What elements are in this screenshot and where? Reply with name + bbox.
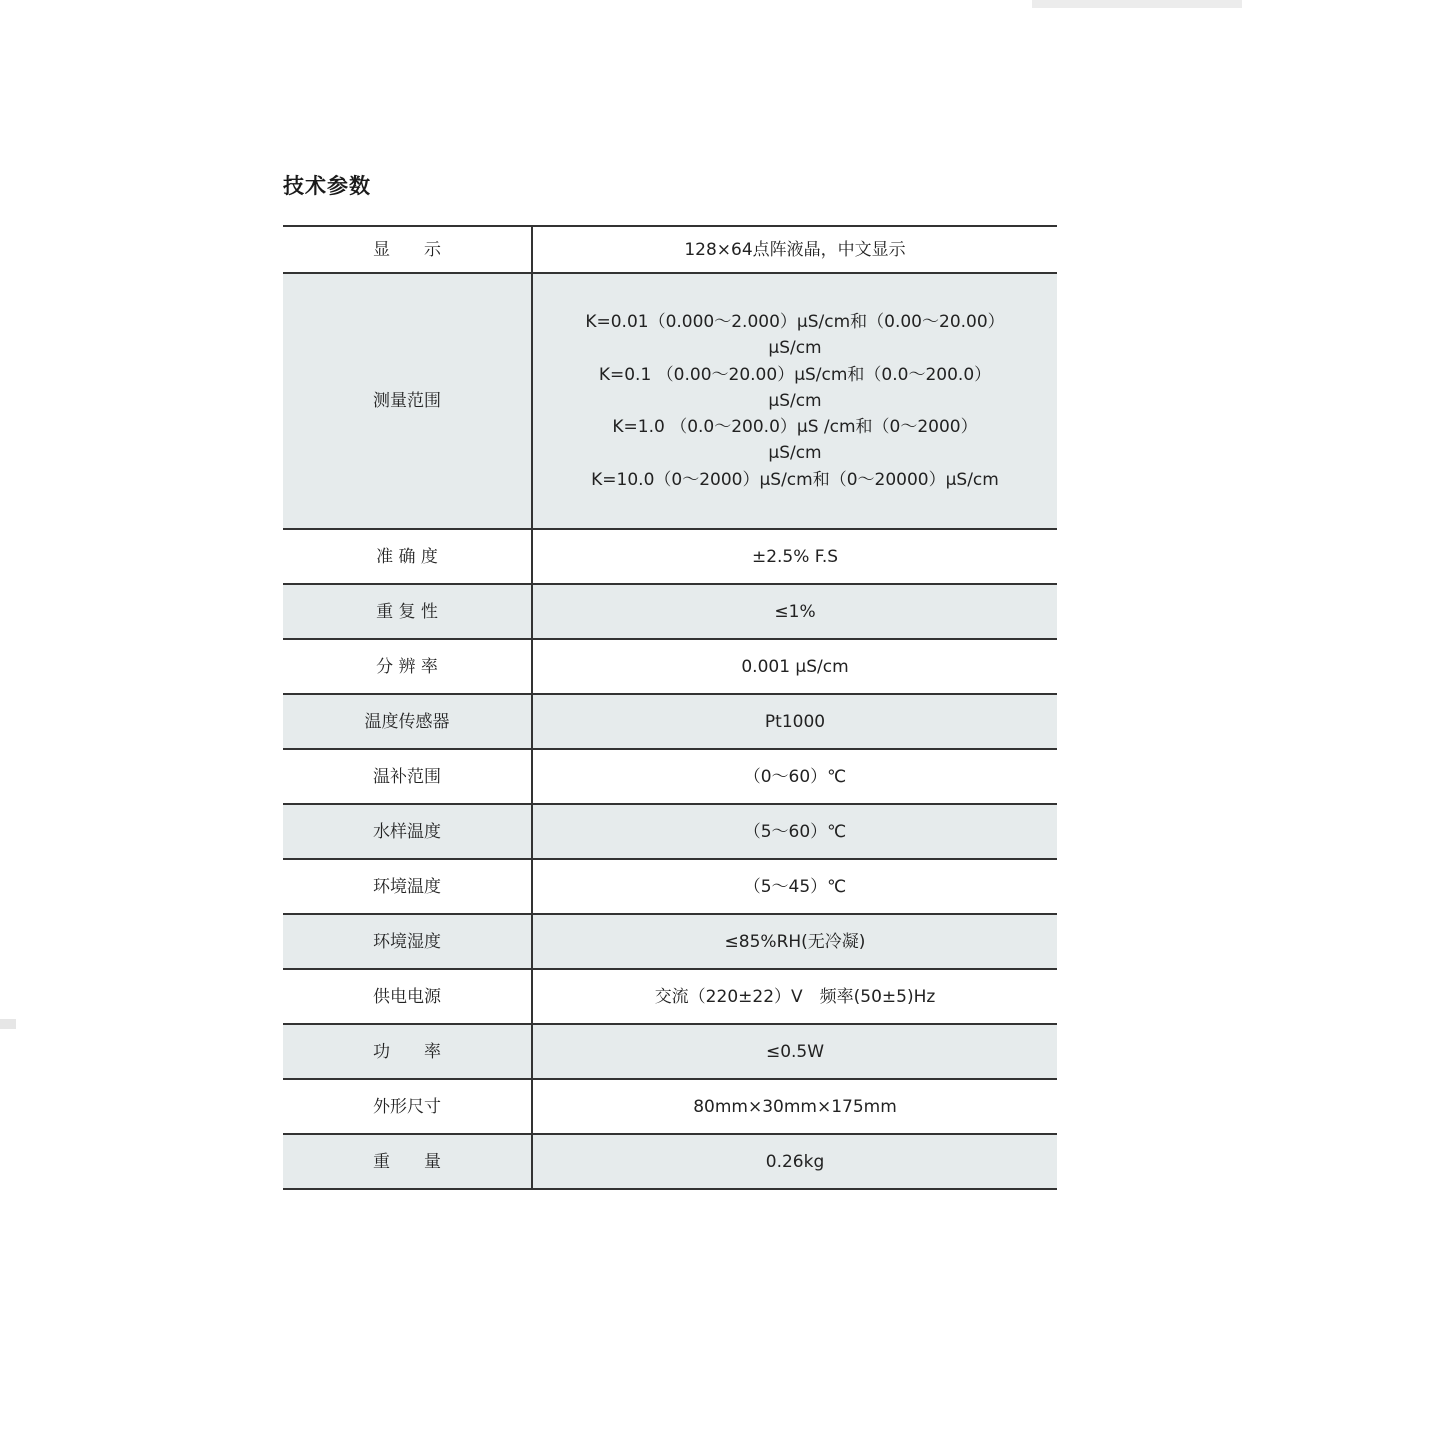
spec-row <box>283 226 1057 273</box>
spec-row <box>283 639 1057 694</box>
spec-value <box>532 804 1057 859</box>
spec-label: 温补范围 <box>283 749 532 804</box>
spec-value <box>532 273 1057 529</box>
spec-value-line: μS/cm <box>768 443 822 464</box>
spec-label: 外形尺寸 <box>283 1079 532 1134</box>
spec-row <box>283 584 1057 639</box>
spec-value-line: ≤85%RH(无冷凝) <box>724 931 866 952</box>
spec-value-line: （5～60）℃ <box>743 821 847 842</box>
spec-label: 分 辨 率 <box>283 639 532 694</box>
spec-value-line: 交流（220±22）V 频率(50±5)Hz <box>654 986 936 1007</box>
spec-label: 供电电源 <box>283 969 532 1024</box>
spec-value-line: K=0.1 （0.00～20.00）μS/cm和（0.0～200.0） <box>598 364 992 385</box>
spec-value-line: Pt1000 <box>764 711 826 732</box>
spec-label: 水样温度 <box>283 804 532 859</box>
spec-row <box>283 694 1057 749</box>
spec-value-line: ≤0.5W <box>765 1041 825 1062</box>
spec-row <box>283 859 1057 914</box>
spec-label: 重 复 性 <box>283 584 532 639</box>
spec-label: 环境温度 <box>283 859 532 914</box>
scan-artifact-left <box>0 1019 16 1029</box>
spec-value-line: （5～45）℃ <box>743 876 847 897</box>
spec-value-line: （0～60）℃ <box>743 766 847 787</box>
spec-label: 温度传感器 <box>283 694 532 749</box>
spec-value <box>532 749 1057 804</box>
spec-label: 功 率 <box>283 1024 532 1079</box>
spec-value <box>532 529 1057 584</box>
spec-row <box>283 1079 1057 1134</box>
spec-value-line: 128×64点阵液晶，中文显示 <box>684 239 906 260</box>
spec-row <box>283 529 1057 584</box>
spec-value <box>532 584 1057 639</box>
spec-label: 显 示 <box>283 226 532 273</box>
spec-value-line: K=1.0 （0.0～200.0）μS /cm和（0～2000） <box>612 417 978 438</box>
spec-value-line: 80mm×30mm×175mm <box>693 1096 897 1117</box>
spec-row <box>283 1024 1057 1079</box>
spec-value <box>532 969 1057 1024</box>
spec-label: 测量范围 <box>283 273 532 529</box>
spec-value-line: K=10.0（0～2000）μS/cm和（0～20000）μS/cm <box>591 469 999 490</box>
spec-row <box>283 969 1057 1024</box>
spec-value <box>532 694 1057 749</box>
section-title: 技术参数 <box>283 174 371 198</box>
spec-row <box>283 804 1057 859</box>
spec-row <box>283 273 1057 529</box>
spec-row <box>283 1134 1057 1189</box>
spec-row <box>283 914 1057 969</box>
spec-value <box>532 859 1057 914</box>
spec-value <box>532 914 1057 969</box>
spec-label: 准 确 度 <box>283 529 532 584</box>
spec-value <box>532 226 1057 273</box>
spec-value <box>532 1134 1057 1189</box>
spec-table-body <box>283 226 1057 1189</box>
spec-value-line: 0.001 μS/cm <box>741 656 849 677</box>
spec-row <box>283 749 1057 804</box>
spec-value-line: ±2.5% F.S <box>751 546 839 567</box>
spec-value-line: μS/cm <box>768 338 822 359</box>
spec-value-line: μS/cm <box>768 390 822 411</box>
scan-artifact-top <box>1032 0 1242 8</box>
spec-value <box>532 639 1057 694</box>
spec-value-line: K=0.01（0.000～2.000）μS/cm和（0.00～20.00） <box>585 312 1005 333</box>
spec-label: 重 量 <box>283 1134 532 1189</box>
spec-label: 环境湿度 <box>283 914 532 969</box>
spec-value <box>532 1024 1057 1079</box>
spec-value <box>532 1079 1057 1134</box>
spec-value-line: 0.26kg <box>765 1151 825 1172</box>
spec-table <box>283 225 1057 1190</box>
spec-value-line: ≤1% <box>774 601 816 622</box>
